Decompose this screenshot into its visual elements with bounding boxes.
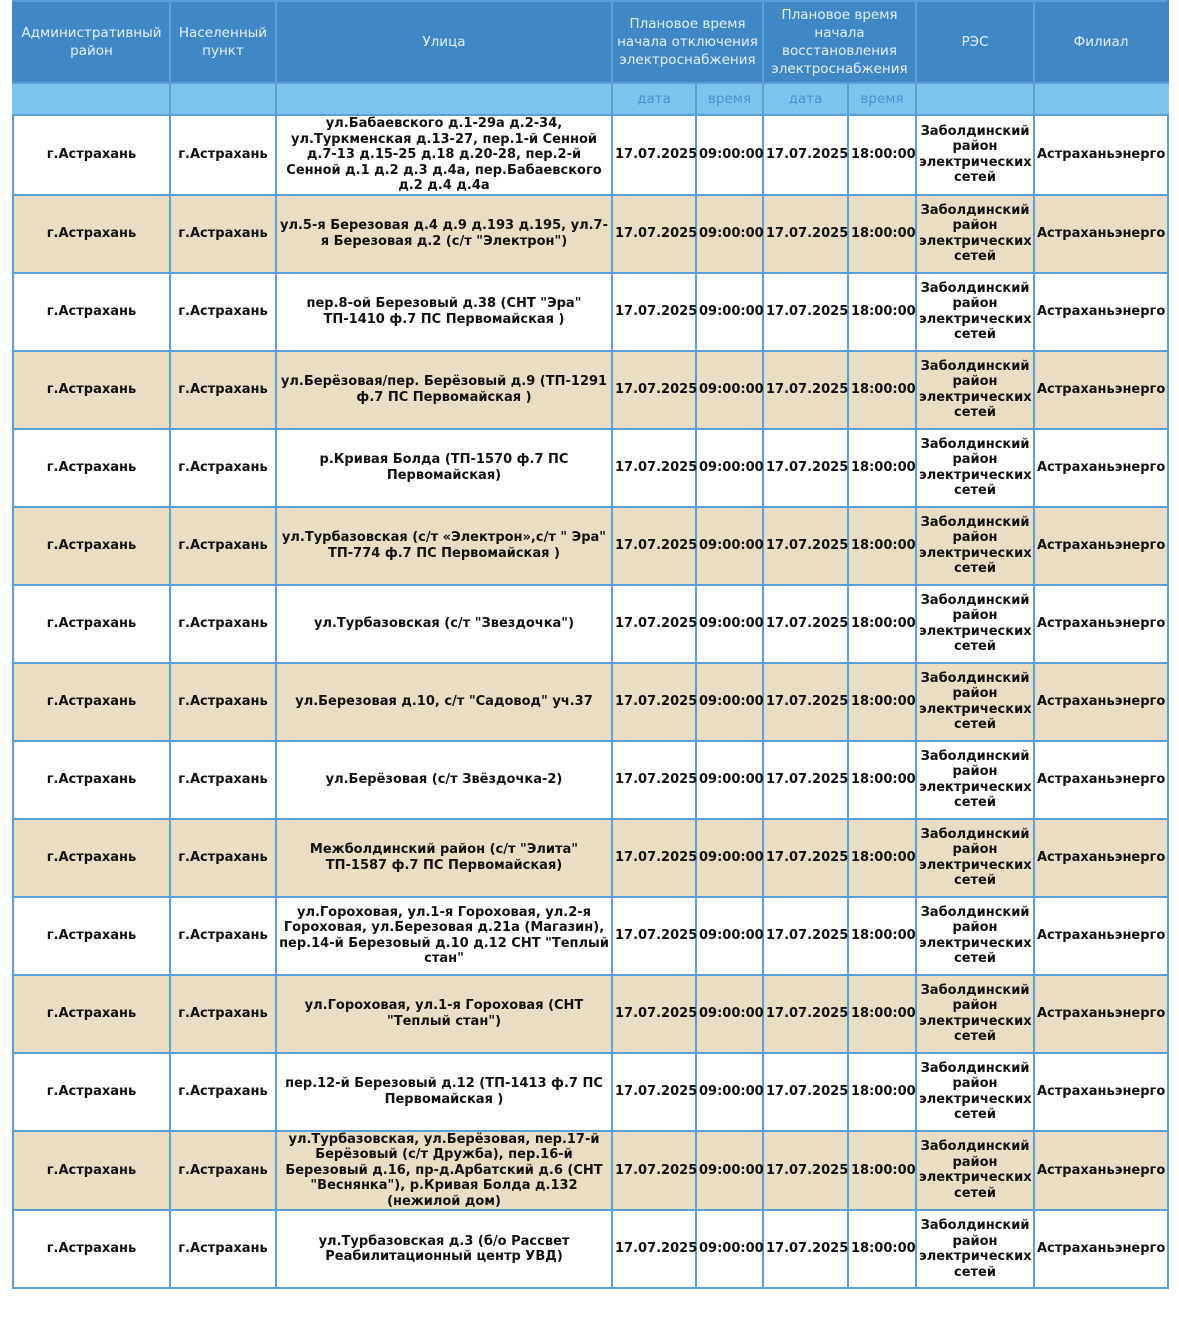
cell-branch: Астраханьэнерго	[1034, 115, 1168, 195]
cell-locality: г.Астрахань	[170, 1053, 276, 1131]
cell-off-date: 17.07.2025	[612, 975, 696, 1053]
cell-locality: г.Астрахань	[170, 585, 276, 663]
table-row	[13, 195, 1168, 273]
cell-street: ул.Турбазовская, ул.Берёзовая, пер.17-й Берёзовый (с/т Дружба), пер.16-й Березовый д.16, пр-д.Арбатский д.6 (СНТ "Веснянка"), р.Кривая Болда д.132 (нежилой дом)	[276, 1131, 612, 1211]
cell-street: ул.Гороховая, ул.1-я Гороховая (СНТ "Теплый стан")	[276, 975, 612, 1053]
table-body	[13, 115, 1168, 1288]
cell-on-time: 18:00:00	[848, 273, 916, 351]
cell-off-time: 09:00:00	[696, 1131, 763, 1211]
cell-admin-district: г.Астрахань	[13, 975, 170, 1053]
table-row	[13, 585, 1168, 663]
cell-on-date: 17.07.2025	[763, 1053, 848, 1131]
subheader-off-time: время	[696, 83, 763, 115]
cell-admin-district: г.Астрахань	[13, 195, 170, 273]
column-header-branch[interactable]: Филиал	[1034, 1, 1168, 83]
cell-res: Заболдинский район электрических сетей	[916, 195, 1034, 273]
cell-on-date: 17.07.2025	[763, 195, 848, 273]
cell-branch: Астраханьэнерго	[1034, 1053, 1168, 1131]
subheader-empty	[13, 83, 170, 115]
cell-off-time: 09:00:00	[696, 195, 763, 273]
cell-on-date: 17.07.2025	[763, 663, 848, 741]
cell-branch: Астраханьэнерго	[1034, 351, 1168, 429]
table-row	[13, 819, 1168, 897]
cell-street: Межболдинский район (с/т "Элита" ТП-1587 ф.7 ПС Первомайская)	[276, 819, 612, 897]
cell-off-date: 17.07.2025	[612, 1131, 696, 1211]
cell-off-time: 09:00:00	[696, 273, 763, 351]
cell-on-time: 18:00:00	[848, 975, 916, 1053]
cell-on-time: 18:00:00	[848, 195, 916, 273]
cell-on-time: 18:00:00	[848, 429, 916, 507]
cell-on-date: 17.07.2025	[763, 115, 848, 195]
cell-off-time: 09:00:00	[696, 741, 763, 819]
subheader-row	[13, 83, 1168, 115]
cell-off-date: 17.07.2025	[612, 351, 696, 429]
cell-off-date: 17.07.2025	[612, 819, 696, 897]
cell-off-time: 09:00:00	[696, 585, 763, 663]
cell-off-date: 17.07.2025	[612, 273, 696, 351]
cell-off-time: 09:00:00	[696, 115, 763, 195]
cell-on-date: 17.07.2025	[763, 1131, 848, 1211]
cell-locality: г.Астрахань	[170, 115, 276, 195]
cell-on-time: 18:00:00	[848, 819, 916, 897]
cell-admin-district: г.Астрахань	[13, 429, 170, 507]
cell-res: Заболдинский район электрических сетей	[916, 1131, 1034, 1211]
cell-on-date: 17.07.2025	[763, 429, 848, 507]
column-header-outage-start[interactable]: Плановое время начала отключения электроснабжения	[612, 1, 763, 83]
cell-on-time: 18:00:00	[848, 663, 916, 741]
table-row	[13, 1131, 1168, 1211]
cell-res: Заболдинский район электрических сетей	[916, 1210, 1034, 1288]
cell-off-date: 17.07.2025	[612, 741, 696, 819]
cell-off-date: 17.07.2025	[612, 115, 696, 195]
cell-on-date: 17.07.2025	[763, 585, 848, 663]
cell-street: ул.Турбазовская (с/т "Звездочка")	[276, 585, 612, 663]
cell-branch: Астраханьэнерго	[1034, 585, 1168, 663]
cell-locality: г.Астрахань	[170, 195, 276, 273]
cell-res: Заболдинский район электрических сетей	[916, 429, 1034, 507]
cell-branch: Астраханьэнерго	[1034, 1210, 1168, 1288]
table-row	[13, 975, 1168, 1053]
cell-branch: Астраханьэнерго	[1034, 819, 1168, 897]
cell-on-time: 18:00:00	[848, 1053, 916, 1131]
cell-off-date: 17.07.2025	[612, 897, 696, 975]
cell-off-time: 09:00:00	[696, 819, 763, 897]
cell-admin-district: г.Астрахань	[13, 1053, 170, 1131]
cell-off-date: 17.07.2025	[612, 585, 696, 663]
cell-off-date: 17.07.2025	[612, 195, 696, 273]
cell-on-date: 17.07.2025	[763, 351, 848, 429]
cell-on-date: 17.07.2025	[763, 273, 848, 351]
subheader-on-date: дата	[763, 83, 848, 115]
subheader-empty	[916, 83, 1034, 115]
cell-locality: г.Астрахань	[170, 351, 276, 429]
cell-res: Заболдинский район электрических сетей	[916, 663, 1034, 741]
column-header-street[interactable]: Улица	[276, 1, 612, 83]
cell-admin-district: г.Астрахань	[13, 351, 170, 429]
table-row	[13, 429, 1168, 507]
cell-on-time: 18:00:00	[848, 897, 916, 975]
cell-off-time: 09:00:00	[696, 429, 763, 507]
cell-admin-district: г.Астрахань	[13, 585, 170, 663]
table-row	[13, 273, 1168, 351]
table-row	[13, 663, 1168, 741]
cell-locality: г.Астрахань	[170, 429, 276, 507]
cell-locality: г.Астрахань	[170, 1131, 276, 1211]
cell-admin-district: г.Астрахань	[13, 115, 170, 195]
cell-street: пер.8-ой Березовый д.38 (СНТ "Эра" ТП-1410 ф.7 ПС Первомайская )	[276, 273, 612, 351]
header-row	[13, 1, 1168, 83]
cell-branch: Астраханьэнерго	[1034, 507, 1168, 585]
cell-off-time: 09:00:00	[696, 1053, 763, 1131]
cell-locality: г.Астрахань	[170, 897, 276, 975]
subheader-empty	[276, 83, 612, 115]
table-row	[13, 741, 1168, 819]
cell-on-time: 18:00:00	[848, 507, 916, 585]
cell-branch: Астраханьэнерго	[1034, 897, 1168, 975]
subheader-empty	[170, 83, 276, 115]
cell-admin-district: г.Астрахань	[13, 1210, 170, 1288]
cell-admin-district: г.Астрахань	[13, 897, 170, 975]
cell-street: ул.Турбазовская д.3 (б/о Рассвет Реабилитационный центр УВД)	[276, 1210, 612, 1288]
cell-branch: Астраханьэнерго	[1034, 975, 1168, 1053]
cell-on-date: 17.07.2025	[763, 741, 848, 819]
cell-on-time: 18:00:00	[848, 115, 916, 195]
cell-res: Заболдинский район электрических сетей	[916, 741, 1034, 819]
cell-off-time: 09:00:00	[696, 507, 763, 585]
cell-on-time: 18:00:00	[848, 585, 916, 663]
cell-locality: г.Астрахань	[170, 663, 276, 741]
cell-res: Заболдинский район электрических сетей	[916, 273, 1034, 351]
cell-on-date: 17.07.2025	[763, 819, 848, 897]
cell-on-time: 18:00:00	[848, 1131, 916, 1211]
cell-street: пер.12-й Березовый д.12 (ТП-1413 ф.7 ПС Первомайская )	[276, 1053, 612, 1131]
cell-admin-district: г.Астрахань	[13, 1131, 170, 1211]
cell-off-date: 17.07.2025	[612, 663, 696, 741]
subheader-empty	[1034, 83, 1168, 115]
table-row	[13, 351, 1168, 429]
cell-on-date: 17.07.2025	[763, 507, 848, 585]
cell-locality: г.Астрахань	[170, 507, 276, 585]
cell-locality: г.Астрахань	[170, 975, 276, 1053]
cell-street: ул.Берёзовая (с/т Звёздочка-2)	[276, 741, 612, 819]
cell-res: Заболдинский район электрических сетей	[916, 507, 1034, 585]
cell-off-date: 17.07.2025	[612, 1210, 696, 1288]
cell-off-date: 17.07.2025	[612, 1053, 696, 1131]
cell-locality: г.Астрахань	[170, 1210, 276, 1288]
cell-on-time: 18:00:00	[848, 351, 916, 429]
table-row	[13, 1053, 1168, 1131]
cell-street: ул.Березовая д.10, с/т "Садовод" уч.37	[276, 663, 612, 741]
cell-branch: Астраханьэнерго	[1034, 273, 1168, 351]
column-header-res[interactable]: РЭС	[916, 1, 1034, 83]
column-header-locality[interactable]: Населенный пункт	[170, 1, 276, 83]
outage-schedule-table	[12, 0, 1169, 1289]
table-row	[13, 115, 1168, 195]
cell-on-date: 17.07.2025	[763, 1210, 848, 1288]
cell-off-time: 09:00:00	[696, 663, 763, 741]
subheader-on-time: время	[848, 83, 916, 115]
cell-on-date: 17.07.2025	[763, 897, 848, 975]
cell-street: ул.Турбазовская (с/т «Электрон»,с/т " Эра" ТП-774 ф.7 ПС Первомайская )	[276, 507, 612, 585]
cell-street: ул.Бабаевского д.1-29а д.2-34, ул.Туркменская д.13-27, пер.1-й Сенной д.7-13 д.15-25 д.18 д.20-28, пер.2-й Сенной д.1 д.2 д.3 д.4а, пер.Бабаевского д.2 д.4 д.4а	[276, 115, 612, 195]
cell-branch: Астраханьэнерго	[1034, 1131, 1168, 1211]
subheader-off-date: дата	[612, 83, 696, 115]
cell-street: ул.Гороховая, ул.1-я Гороховая, ул.2-я Гороховая, ул.Березовая д.21а (Магазин), пер.14-й Березовый д.10 д.12 СНТ "Теплый стан"	[276, 897, 612, 975]
cell-res: Заболдинский район электрических сетей	[916, 351, 1034, 429]
cell-admin-district: г.Астрахань	[13, 663, 170, 741]
cell-on-time: 18:00:00	[848, 741, 916, 819]
cell-res: Заболдинский район электрических сетей	[916, 115, 1034, 195]
cell-street: р.Кривая Болда (ТП-1570 ф.7 ПС Первомайская)	[276, 429, 612, 507]
table-row	[13, 507, 1168, 585]
cell-branch: Астраханьэнерго	[1034, 663, 1168, 741]
cell-locality: г.Астрахань	[170, 741, 276, 819]
table-header	[13, 1, 1168, 115]
cell-locality: г.Астрахань	[170, 819, 276, 897]
cell-admin-district: г.Астрахань	[13, 273, 170, 351]
cell-res: Заболдинский район электрических сетей	[916, 1053, 1034, 1131]
cell-street: ул.5-я Березовая д.4 д.9 д.193 д.195, ул.7-я Березовая д.2 (с/т "Электрон")	[276, 195, 612, 273]
cell-street: ул.Берёзовая/пер. Берёзовый д.9 (ТП-1291 ф.7 ПС Первомайская )	[276, 351, 612, 429]
cell-res: Заболдинский район электрических сетей	[916, 897, 1034, 975]
table-row	[13, 897, 1168, 975]
cell-off-date: 17.07.2025	[612, 429, 696, 507]
cell-locality: г.Астрахань	[170, 273, 276, 351]
cell-off-time: 09:00:00	[696, 1210, 763, 1288]
cell-off-time: 09:00:00	[696, 351, 763, 429]
cell-on-date: 17.07.2025	[763, 975, 848, 1053]
cell-res: Заболдинский район электрических сетей	[916, 585, 1034, 663]
cell-off-time: 09:00:00	[696, 975, 763, 1053]
cell-admin-district: г.Астрахань	[13, 507, 170, 585]
column-header-restore-start[interactable]: Плановое время начала восстановления электроснабжения	[763, 1, 916, 83]
cell-on-time: 18:00:00	[848, 1210, 916, 1288]
cell-off-time: 09:00:00	[696, 897, 763, 975]
cell-branch: Астраханьэнерго	[1034, 429, 1168, 507]
cell-off-date: 17.07.2025	[612, 507, 696, 585]
cell-branch: Астраханьэнерго	[1034, 741, 1168, 819]
table-row	[13, 1210, 1168, 1288]
cell-admin-district: г.Астрахань	[13, 741, 170, 819]
cell-res: Заболдинский район электрических сетей	[916, 819, 1034, 897]
cell-admin-district: г.Астрахань	[13, 819, 170, 897]
column-header-admin-district[interactable]: Административный район	[13, 1, 170, 83]
cell-res: Заболдинский район электрических сетей	[916, 975, 1034, 1053]
cell-branch: Астраханьэнерго	[1034, 195, 1168, 273]
